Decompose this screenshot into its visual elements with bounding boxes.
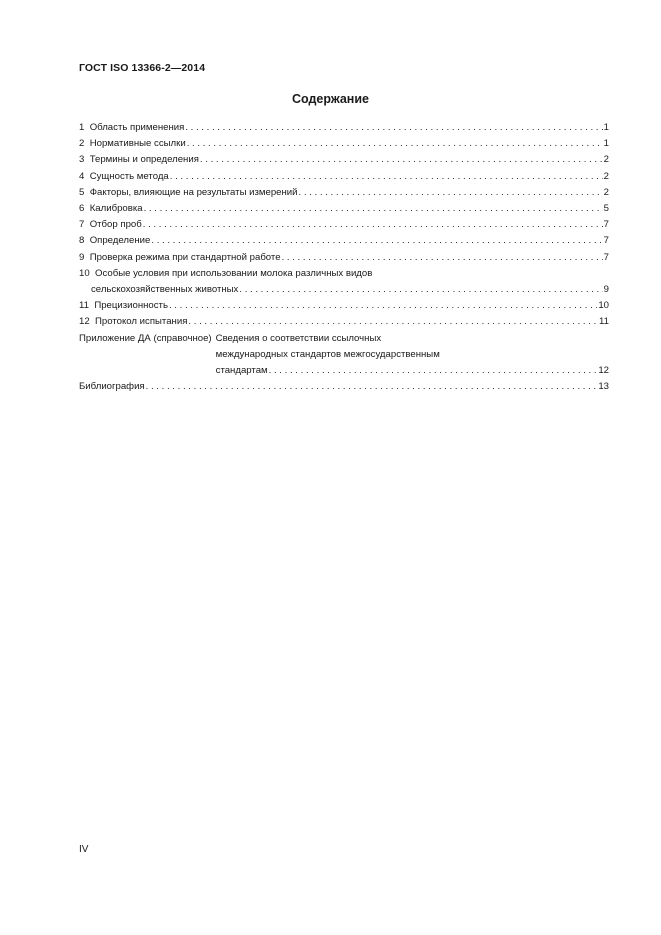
- toc-item-title-line2: сельскохозяйственных животных: [91, 284, 239, 296]
- toc-item-7[interactable]: [79, 217, 609, 233]
- toc-item-number: 12: [79, 316, 90, 328]
- leader-dots: [269, 363, 598, 379]
- toc-item-page: 9: [603, 284, 609, 296]
- toc-item-10[interactable]: [79, 266, 609, 298]
- toc-item-page: 7: [603, 235, 609, 247]
- toc-item-8[interactable]: [79, 233, 609, 249]
- toc-item-number: 9: [79, 251, 85, 263]
- leader-dots: [144, 201, 603, 217]
- leader-dots: [282, 250, 603, 266]
- document-header: ГОСТ ISO 13366-2—2014: [79, 62, 206, 74]
- toc-item-title: Факторы, влияющие на результаты измерений: [89, 186, 298, 198]
- toc-item-number: 10: [79, 267, 90, 279]
- toc-item-page: 2: [603, 186, 609, 198]
- leader-dots: [299, 185, 603, 201]
- toc-item-page: 11: [599, 316, 609, 328]
- leader-dots: [151, 233, 602, 249]
- toc-item-page: 2: [603, 170, 609, 182]
- toc-item-page: 7: [603, 251, 609, 263]
- leader-dots: [187, 136, 603, 152]
- toc-item-page: 7: [603, 219, 609, 231]
- toc-item-5[interactable]: [79, 185, 609, 201]
- toc-item-number: 11: [79, 300, 89, 312]
- toc-item-number: 4: [79, 170, 85, 182]
- toc-item-title: Калибровка: [89, 203, 143, 215]
- toc-item-number: 1: [79, 122, 85, 133]
- toc-item-page: 5: [603, 203, 609, 215]
- toc-item-title: Нормативные ссылки: [89, 138, 186, 150]
- toc-item-title: Проверка режима при стандартной работе: [89, 251, 281, 263]
- toc-item-4[interactable]: [79, 169, 609, 185]
- toc-item-title: Прецизионность: [94, 300, 168, 312]
- appendix-label: Приложение ДА (справочное): [79, 332, 212, 344]
- appendix-title-line2: международных стандартов межгосударственным: [215, 348, 440, 360]
- leader-dots: [169, 298, 597, 314]
- toc-item-6[interactable]: [79, 201, 609, 217]
- appendix-title-line1: Сведения о соответствии ссылочных: [215, 332, 382, 344]
- leader-dots: [146, 379, 598, 395]
- toc-item-title: Термины и определения: [89, 154, 199, 166]
- toc-item-number: 7: [79, 219, 85, 231]
- leader-dots: [185, 120, 602, 136]
- appendix-title-line3: стандартам: [215, 365, 268, 377]
- toc-item-number: 2: [79, 138, 85, 150]
- bibliography-title: Библиография: [79, 381, 145, 393]
- toc-item-page: 1: [603, 138, 609, 150]
- toc-item-number: 3: [79, 154, 85, 166]
- toc-item-12[interactable]: [79, 314, 609, 330]
- leader-dots: [170, 169, 603, 185]
- toc-item-number: 6: [79, 203, 85, 215]
- toc-item-page: 12: [598, 365, 609, 377]
- toc-item-3[interactable]: [79, 152, 609, 168]
- toc-item-page: 13: [598, 381, 609, 393]
- toc-appendix-da[interactable]: [79, 331, 609, 380]
- leader-dots: [200, 152, 603, 168]
- toc-item-title: Отбор проб: [89, 219, 142, 231]
- toc-item-page: 2: [603, 154, 609, 166]
- toc-item-1[interactable]: [79, 120, 609, 136]
- table-of-contents: [79, 120, 609, 395]
- toc-item-2[interactable]: [79, 136, 609, 152]
- toc-item-11[interactable]: [79, 298, 609, 314]
- toc-item-number: 8: [79, 235, 85, 247]
- toc-item-page: 10: [598, 300, 609, 312]
- page-number: IV: [79, 844, 89, 855]
- toc-item-page: 1: [603, 122, 609, 133]
- toc-item-number: 5: [79, 186, 85, 198]
- toc-item-title: Область применения: [89, 122, 185, 133]
- toc-title: Содержание: [291, 92, 369, 106]
- toc-item-title: Протокол испытания: [95, 316, 188, 328]
- toc-item-title-line1: Особые условия при использовании молока различных видов: [95, 267, 373, 279]
- toc-item-title: Сущность метода: [89, 170, 169, 182]
- leader-dots: [143, 217, 603, 233]
- leader-dots: [188, 314, 598, 330]
- toc-item-9[interactable]: [79, 250, 609, 266]
- toc-item-title: Определение: [89, 235, 151, 247]
- leader-dots: [239, 282, 602, 298]
- toc-bibliography[interactable]: [79, 379, 609, 395]
